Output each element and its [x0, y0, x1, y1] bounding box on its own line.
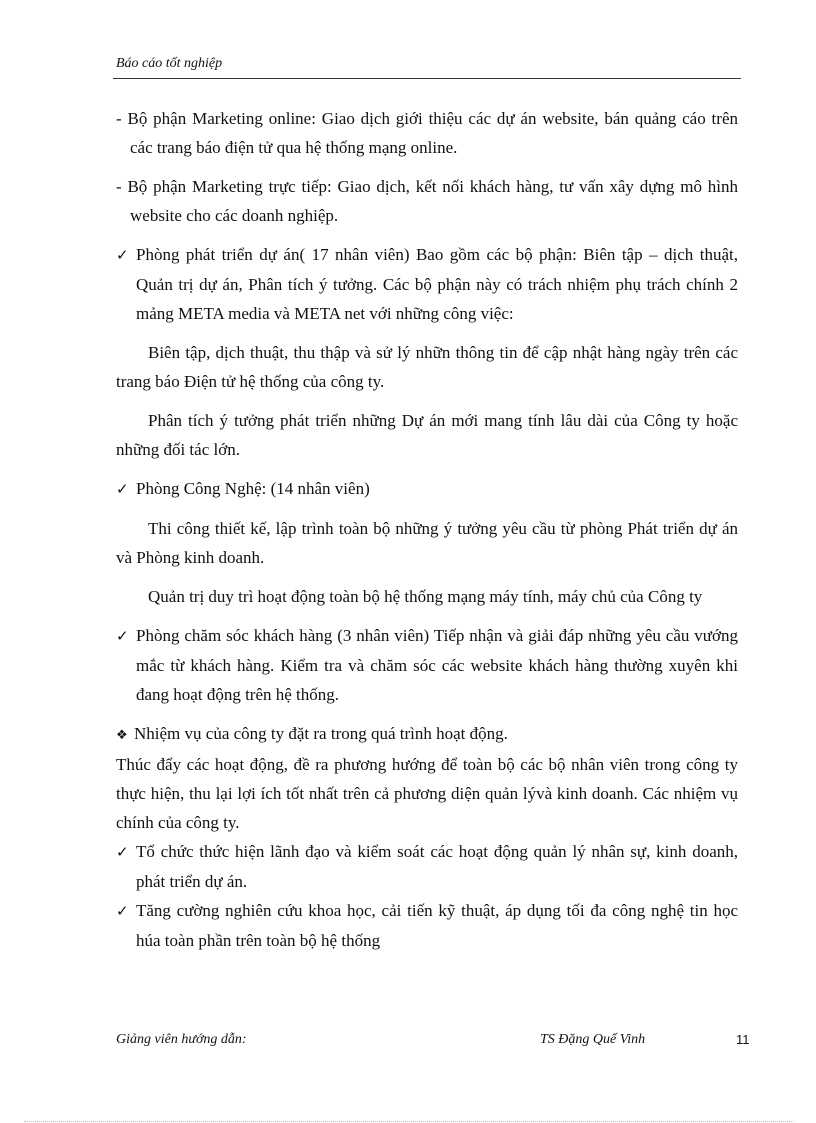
paragraph-admin	[116, 582, 738, 611]
paragraph-duty-organize	[116, 837, 738, 896]
paragraph-text: Phân tích ý tưởng phát triển những Dự án mới mang tính lâu dài của Công ty hoặc những đối tác lớn.	[116, 411, 738, 459]
bottom-dotted-line	[24, 1121, 794, 1122]
page-number: 11	[736, 1032, 750, 1047]
four-diamond-bullet-icon: ❖	[116, 728, 128, 743]
paragraph-text: Phòng Công Nghệ: (14 nhân viên)	[136, 479, 370, 498]
paragraph-marketing-direct	[116, 172, 738, 230]
paragraph-text: Phòng chăm sóc khách hàng (3 nhân viên) Tiếp nhận và giải đáp những yêu cầu vướng mắc từ khách hàng. Kiểm tra và chăm sóc các website khách hàng thường xuyên khi đang hoạt động trên hệ thống.	[136, 626, 738, 704]
page-header-title: Báo cáo tốt nghiệp	[116, 56, 223, 71]
header-divider	[113, 78, 741, 79]
check-mark-icon: ✓	[116, 627, 129, 645]
paragraph-customer-care	[116, 621, 738, 709]
paragraph-editing	[116, 338, 738, 396]
paragraph-text: Thúc đẩy các hoạt động, đề ra phương hướng để toàn bộ các bộ nhân viên trong công ty thực hiện, thu lại lợi ích tốt nhất trên cả phương diện quản lývà kinh doanh. Các nhiệm vụ chính của công ty.	[116, 755, 738, 832]
paragraph-project-dept	[116, 240, 738, 328]
paragraph-text: Tổ chức thức hiện lãnh đạo và kiểm soát các hoạt động quản lý nhân sự, kinh doanh, phát triển dự án.	[136, 842, 738, 891]
check-mark-icon: ✓	[116, 843, 129, 861]
paragraph-text: Biên tập, dịch thuật, thu thập và sử lý nhữn thông tin để cập nhật hàng ngày trên các trang báo Điện tử hệ thống của công ty.	[116, 343, 738, 391]
paragraph-duty-research	[116, 896, 738, 955]
check-mark-icon: ✓	[116, 902, 129, 920]
paragraph-text: Nhiệm vụ của công ty đặt ra trong quá trình hoạt động.	[134, 724, 508, 743]
check-mark-icon: ✓	[116, 480, 129, 498]
paragraph-analysis	[116, 406, 738, 464]
paragraph-marketing-online	[116, 104, 738, 162]
paragraph-text: - Bộ phận Marketing trực tiếp: Giao dịch, kết nối khách hàng, tư vấn xây dựng mô hình website cho các doanh nghiệp.	[116, 177, 738, 225]
check-mark-icon: ✓	[116, 246, 129, 264]
paragraph-tech-dept	[116, 474, 738, 504]
paragraph-text: Thi công thiết kế, lập trình toàn bộ những ý tưởng yêu cầu từ phòng Phát triển dự án và Phòng kinh doanh.	[116, 519, 738, 567]
paragraph-text: Tăng cường nghiên cứu khoa học, cải tiến kỹ thuật, áp dụng tối đa công nghệ tin học húa toàn phần trên toàn bộ hệ thống	[136, 901, 738, 950]
paragraph-text: - Bộ phận Marketing online: Giao dịch giới thiệu các dự án website, bán quảng cáo trên các trang báo điện tử qua hệ thống mạng online.	[116, 109, 738, 157]
paragraph-text: Quản trị duy trì hoạt động toàn bộ hệ thống mạng máy tính, máy chủ của Công ty	[148, 587, 703, 606]
paragraph-duties-heading	[116, 719, 738, 750]
paragraph-text: Phòng phát triển dự án( 17 nhân viên) Bao gồm các bộ phận: Biên tập – dịch thuật, Quản trị dự án, Phân tích ý tưởng. Các bộ phận này có trách nhiệm phụ trách chính 2 mảng META media và META net với những công việc:	[136, 245, 738, 323]
footer-advisor-label: Giảng viên hướng dẫn:	[116, 1032, 247, 1047]
footer-advisor-name: TS Đặng Quế Vinh	[540, 1032, 646, 1047]
paragraph-construction	[116, 514, 738, 572]
document-body	[116, 104, 738, 955]
paragraph-duties-intro	[116, 750, 738, 837]
